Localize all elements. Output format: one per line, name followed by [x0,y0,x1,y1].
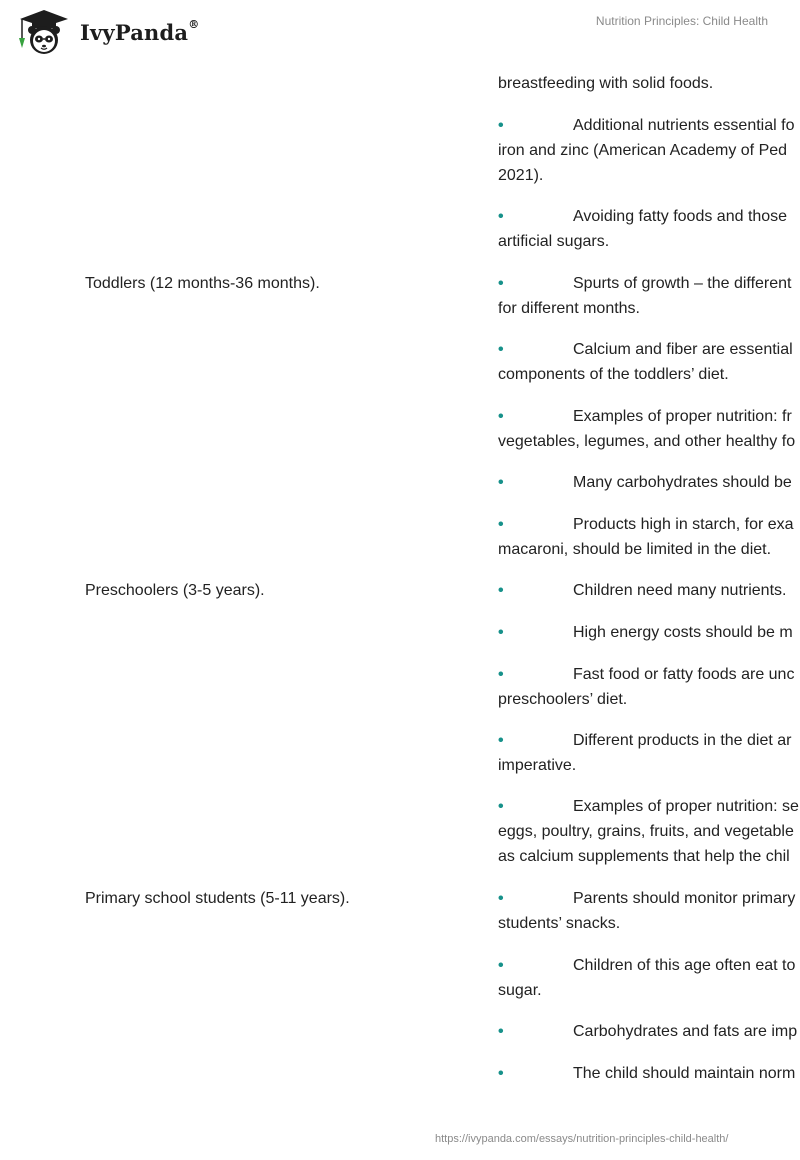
bullet-icon: • [498,474,504,491]
source-url-link[interactable]: https://ivypanda.com/essays/nutrition-principles-child-health/ [435,1133,729,1145]
list-item: • Children of this age often eat to sugar. [498,953,800,1003]
list-item: • Examples of proper nutrition: fr vegetables, legumes, and other healthy fo [498,404,800,454]
bullet-icon: • [498,117,504,134]
bullet-icon: • [498,890,504,907]
bullet-icon: • [498,408,504,425]
list-item: • Examples of proper nutrition: se eggs, poultry, grains, fruits, and vegetable as calcium supplements that help the chil [498,794,800,869]
list-item: • The child should maintain norm [498,1061,800,1086]
bullet-icon: • [498,666,504,683]
bullet-icon: • [498,732,504,749]
bullet-icon: • [498,275,504,292]
list-item: • Spurts of growth – the different for different months. [498,271,800,321]
document-title: Nutrition Principles: Child Health [595,14,768,28]
bullet-icon: • [498,1023,504,1040]
bullet-icon: • [498,516,504,533]
stage-label-preschoolers: Preschoolers (3-5 years). [85,582,265,599]
bullet-icon: • [498,957,504,974]
list-item: breastfeeding with solid foods. [498,75,714,92]
bullet-icon: • [498,341,504,358]
list-item: • Fast food or fatty foods are unc preschoolers’ diet. [498,662,800,712]
bullet-icon: • [498,582,504,599]
bullet-icon: • [498,624,504,641]
list-item: • Parents should monitor primary students’ snacks. [498,886,800,936]
panda-graduate-icon [14,8,74,56]
brand-name: IvyPanda® [80,17,200,45]
stage-label-primary-school: Primary school students (5-11 years). [85,890,350,907]
ivypanda-logo[interactable] [14,8,199,56]
list-item: • Many carbohydrates should be [498,470,800,495]
bullet-icon: • [498,208,504,225]
stage-label-toddlers: Toddlers (12 months-36 months). [85,275,320,292]
list-item: • Avoiding fatty foods and those artificial sugars. [498,204,800,254]
list-item: • High energy costs should be m [498,620,800,645]
list-item: • Children need many nutrients. [498,578,800,603]
list-item: • Additional nutrients essential fo iron and zinc (American Academy of Ped 2021). [498,113,800,188]
list-item: • Different products in the diet ar imperative. [498,728,800,778]
list-item: • Carbohydrates and fats are imp [498,1019,800,1044]
nutrition-table [0,64,800,1114]
page-header [0,0,800,64]
bullet-icon: • [498,1065,504,1082]
list-item: • Calcium and fiber are essential components of the toddlers’ diet. [498,337,800,387]
list-item: • Products high in starch, for exa macaroni, should be limited in the diet. [498,512,800,562]
bullet-icon: • [498,798,504,815]
